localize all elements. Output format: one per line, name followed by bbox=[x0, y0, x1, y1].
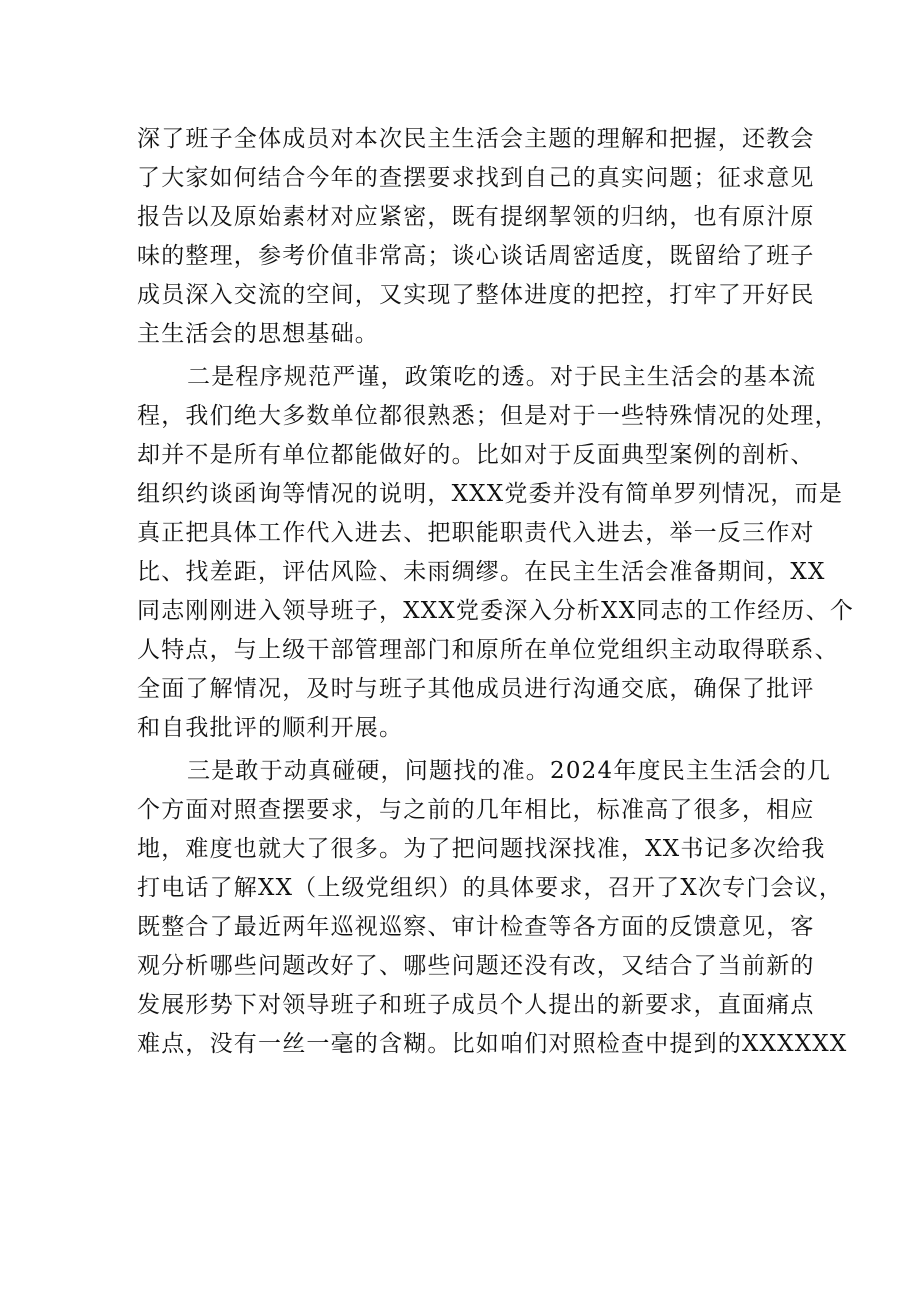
paragraph-line: 发展形势下对领导班子和班子成员个人提出的新要求，直面痛点 bbox=[137, 992, 815, 1018]
paragraph-line: 同志刚刚进入领导班子，XXX党委深入分析XX同志的工作经历、个 bbox=[137, 598, 855, 624]
paragraph-line: 味的整理，参考价值非常高；谈心谈话周密适度，既留给了班子 bbox=[137, 243, 815, 269]
paragraph-line: 难点，没有一丝一毫的含糊。比如咱们对照检查中提到的XXXXXX bbox=[137, 1031, 848, 1057]
paragraph-first-line: 二是程序规范严谨，政策吃的透。对于民主生活会的基本流 bbox=[187, 364, 817, 390]
paragraph-line: 既整合了最近两年巡视巡察、审计检查等各方面的反馈意见，客 bbox=[137, 914, 815, 940]
paragraph-line: 比、找差距，评估风险、未雨绸缪。在民主生活会准备期间，XX bbox=[137, 559, 826, 585]
paragraph-line: 全面了解情况，及时与班子其他成员进行沟通交底，确保了批评 bbox=[137, 676, 815, 702]
paragraph-line: 真正把具体工作代入进去、把职能职责代入进去，举一反三作对 bbox=[137, 520, 815, 546]
document-body bbox=[137, 120, 855, 1064]
paragraph-line: 地，难度也就大了很多。为了把问题找深找准，XX书记多次给我 bbox=[137, 836, 826, 862]
paragraph-line: 成员深入交流的空间，又实现了整体进度的把控，打牢了开好民 bbox=[137, 282, 815, 308]
paragraph-line: 人特点，与上级干部管理部门和原所在单位党组织主动取得联系、 bbox=[137, 637, 839, 663]
paragraph-2 bbox=[137, 358, 855, 748]
paragraph-line: 组织约谈函询等情况的说明，XXX党委并没有简单罗列情况，而是 bbox=[137, 481, 844, 507]
paragraph-line: 主生活会的思想基础。 bbox=[137, 321, 379, 347]
paragraph-line: 深了班子全体成员对本次民主生活会主题的理解和把握，还教会 bbox=[137, 126, 815, 152]
paragraph-line: 观分析哪些问题改好了、哪些问题还没有改，又结合了当前新的 bbox=[137, 953, 815, 979]
paragraph-line: 却并不是所有单位都能做好的。比如对于反面典型案例的剖析、 bbox=[137, 442, 815, 468]
paragraph-line: 了大家如何结合今年的查摆要求找到自己的真实问题；征求意见 bbox=[137, 165, 815, 191]
paragraph-line: 个方面对照查摆要求，与之前的几年相比，标准高了很多，相应 bbox=[137, 797, 815, 823]
paragraph-1 bbox=[137, 120, 815, 354]
paragraph-line: 打电话了解XX（上级党组织）的具体要求，召开了X次专门会议， bbox=[137, 875, 844, 901]
paragraph-line: 报告以及原始素材对应紧密，既有提纲挈领的归纳，也有原汁原 bbox=[137, 204, 815, 230]
paragraph-line: 和自我批评的顺利开展。 bbox=[137, 715, 404, 741]
paragraph-line: 程，我们绝大多数单位都很熟悉；但是对于一些特殊情况的处理， bbox=[137, 403, 839, 429]
paragraph-first-line: 三是敢于动真碰硬，问题找的准。2024年度民主生活会的几 bbox=[187, 758, 832, 784]
paragraph-3 bbox=[137, 752, 848, 1064]
